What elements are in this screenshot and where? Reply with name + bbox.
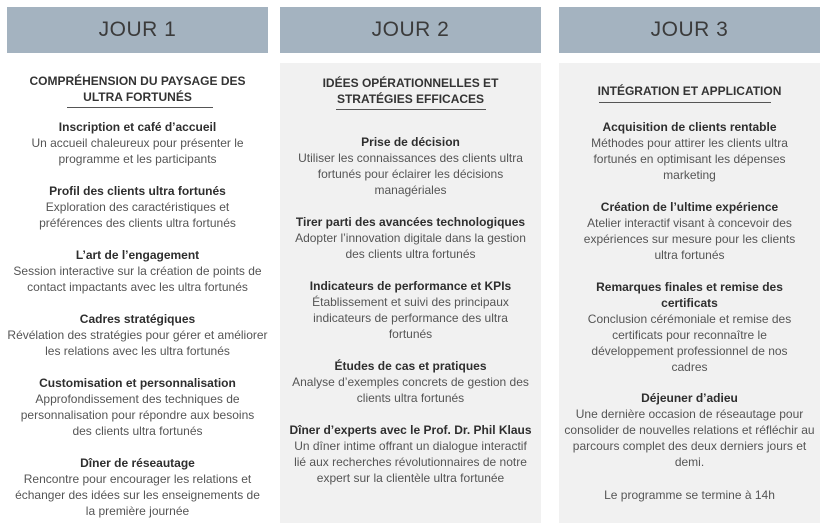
day-3-column [559, 7, 820, 502]
item-title: Études de cas et pratiques [334, 359, 487, 373]
item-description: Une dernière occasion de réseautage pour consolider de nouvelles relations et réfléchir au parcours complet des deux derniers jours et demi. [564, 407, 815, 469]
day-1-item [7, 311, 268, 359]
item-description: Utiliser les connaissances des clients ultra fortunés pour éclairer les décisions managériales [298, 151, 523, 197]
item-title: Dîner de réseautage [80, 456, 195, 470]
item-title: Tirer parti des avancées technologiques [295, 215, 526, 229]
item-description: Session interactive sur la création de points de contact impactants avec les ultra fortunés [13, 264, 262, 294]
day-3-item [559, 119, 820, 183]
day-1-column [7, 7, 268, 518]
day-1-item [7, 119, 268, 167]
item-description: Conclusion cérémoniale et remise des certificats pour reconnaître le développement professionnel de nos cadres [587, 312, 792, 374]
day-1-item [7, 455, 268, 519]
day-2-item [280, 422, 541, 486]
day-1-item [7, 247, 268, 295]
day-3-item [559, 279, 820, 375]
day-3-header: JOUR 3 [559, 7, 820, 53]
item-title: Remarques finales et remise des certificats [596, 280, 783, 310]
program-end-note: Le programme se termine à 14h [604, 488, 775, 502]
item-description: Exploration des caractéristiques et préférences des clients ultra fortunés [39, 200, 236, 230]
day-2-divider [336, 109, 486, 110]
item-description: Un accueil chaleureux pour présenter le programme et les participants [31, 136, 244, 166]
day-1-section-title: COMPRÉHENSION DU PAYSAGE DES ULTRA FORTUNÉS [29, 74, 246, 104]
day-2-body [280, 63, 541, 523]
day-2-column [280, 7, 541, 485]
day-3-section-title: INTÉGRATION ET APPLICATION [597, 84, 782, 98]
item-description: Méthodes pour attirer les clients ultra fortunés en optimisant les dépenses marketing [591, 136, 788, 182]
day-2-header: JOUR 2 [280, 7, 541, 53]
day-3-body [559, 63, 820, 523]
item-title: Déjeuner d’adieu [641, 391, 738, 405]
day-1-divider [67, 107, 213, 108]
item-title: Profil des clients ultra fortunés [49, 184, 226, 198]
item-title: Customisation et personnalisation [39, 376, 236, 390]
day-1-body [7, 63, 268, 523]
day-2-item [280, 278, 541, 342]
day-3-item [559, 390, 820, 470]
day-1-item [7, 375, 268, 439]
item-title: Indicateurs de performance et KPIs [309, 279, 512, 293]
day-2-item [280, 358, 541, 406]
day-2-item [280, 134, 541, 198]
item-title: Création de l’ultime expérience [600, 200, 779, 214]
item-title: Acquisition de clients rentable [602, 120, 777, 134]
item-description: Approfondissement des techniques de personnalisation pour répondre aux besoins des clients ultra fortunés [20, 392, 255, 438]
day-1-item [7, 183, 268, 231]
item-description: Établissement et suivi des principaux indicateurs de performance des ultra fortunés [312, 295, 509, 341]
day-1-header: JOUR 1 [7, 7, 268, 53]
day-3-divider [599, 102, 771, 103]
item-description: Révélation des stratégies pour gérer et améliorer les relations avec les ultra fortunés [7, 328, 268, 358]
item-title: Dîner d’experts avec le Prof. Dr. Phil Klaus [289, 423, 532, 437]
item-title: L’art de l’engagement [75, 248, 200, 262]
item-title: Prise de décision [361, 135, 460, 149]
day-3-item [559, 199, 820, 263]
item-description: Rencontre pour encourager les relations et échanger des idées sur les enseignements de la première journée [15, 472, 260, 518]
item-description: Adopter l’innovation digitale dans la gestion des clients ultra fortunés [295, 231, 526, 261]
day-2-item [280, 214, 541, 262]
item-description: Atelier interactif visant à concevoir des expériences sur mesure pour les clients ultra fortunés [583, 216, 796, 262]
day-2-section-title: IDÉES OPÉRATIONNELLES ET STRATÉGIES EFFICACES [322, 76, 499, 106]
item-description: Un dîner intime offrant un dialogue interactif lié aux recherches révolutionnaires de notre expert sur la clientèle ultra fortunée [294, 439, 527, 485]
item-description: Analyse d’exemples concrets de gestion des clients ultra fortunés [292, 375, 529, 405]
item-title: Cadres stratégiques [79, 312, 196, 326]
item-title: Inscription et café d’accueil [58, 120, 217, 134]
